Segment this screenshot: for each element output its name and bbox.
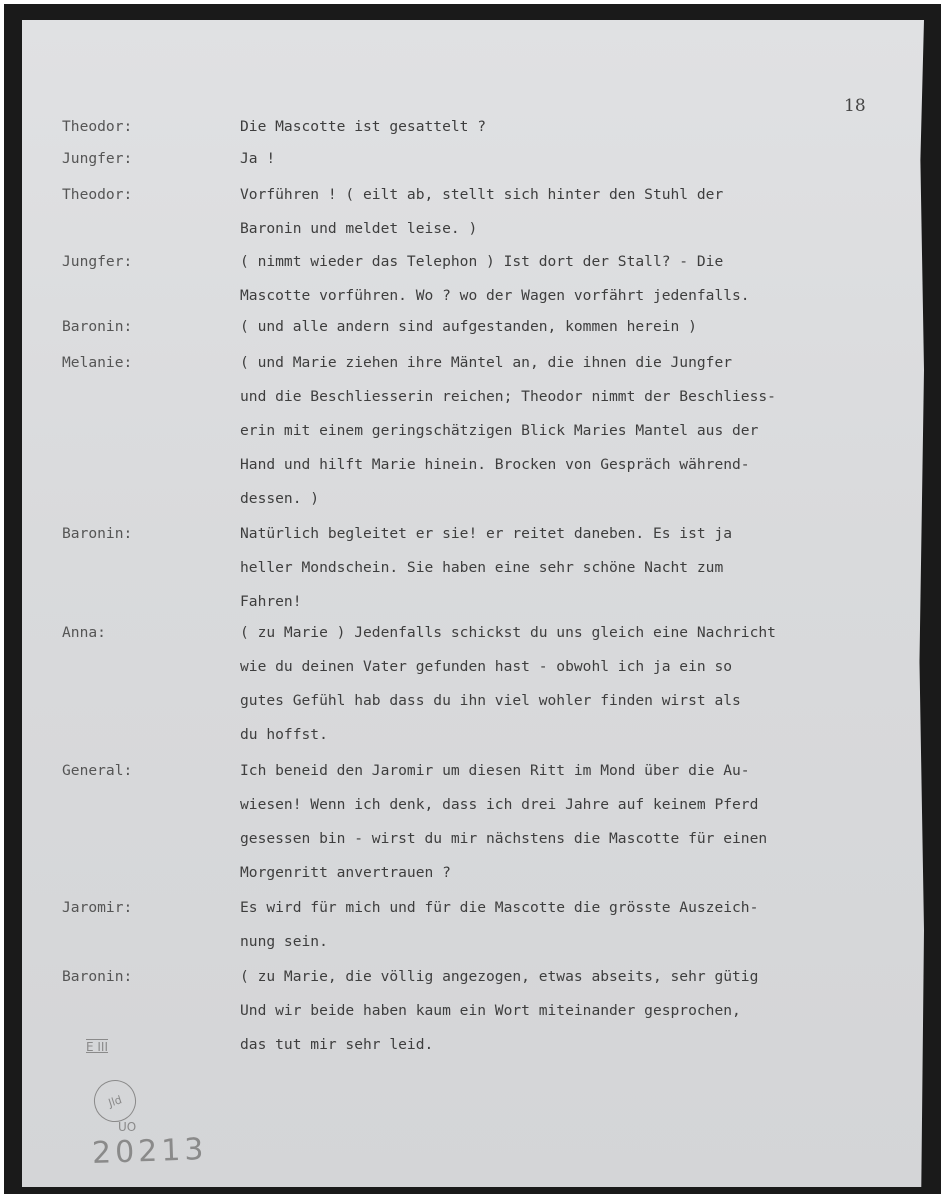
archive-circle-text: Jld (106, 1092, 124, 1110)
dialogue-line: Natürlich begleitet er sie! er reitet daneben. Es ist ja (240, 525, 733, 542)
dialogue-line: Fahren! (240, 593, 302, 610)
dialogue-line: heller Mondschein. Sie haben eine sehr schöne Nacht zum (240, 559, 724, 576)
speaker-label: Melanie: (62, 354, 133, 371)
dialogue-line: dessen. ) (240, 490, 320, 507)
speaker-label: Baronin: (62, 318, 133, 335)
dialogue-line: gutes Gefühl hab dass du ihn viel wohler finden wirst als (240, 692, 741, 709)
dialogue-line: Ich beneid den Jaromir um diesen Ritt im Mond über die Au- (240, 762, 750, 779)
speaker-label: Jaromir: (62, 899, 133, 916)
speaker-label: Jungfer: (62, 253, 133, 270)
dialogue-line: nung sein. (240, 933, 328, 950)
dialogue-line: Ja ! (240, 150, 276, 167)
speaker-label: Jungfer: (62, 150, 133, 167)
speaker-label: General: (62, 762, 133, 779)
dialogue-line: erin mit einem geringschätzigen Blick Maries Mantel aus der (240, 422, 759, 439)
dialogue-line: Morgenritt anvertrauen ? (240, 864, 451, 881)
dialogue-line: und die Beschliesserin reichen; Theodor nimmt der Beschliess- (240, 388, 776, 405)
dialogue-line: ( und Marie ziehen ihre Mäntel an, die ihnen die Jungfer (240, 354, 733, 371)
dialogue-line: wiesen! Wenn ich denk, dass ich drei Jahre auf keinem Pferd (240, 796, 759, 813)
dialogue-line: wie du deinen Vater gefunden hast - obwohl ich ja ein so (240, 658, 733, 675)
dialogue-line: Und wir beide haben kaum ein Wort miteinander gesprochen, (240, 1002, 741, 1019)
dialogue-line: du hoffst. (240, 726, 328, 743)
dialogue-line: Mascotte vorführen. Wo ? wo der Wagen vorfährt jedenfalls. (240, 287, 750, 304)
dialogue-line: ( zu Marie ) Jedenfalls schickst du uns gleich eine Nachricht (240, 624, 776, 641)
archive-roman-mark: E III (86, 1040, 109, 1054)
archive-sub-mark: UO (118, 1120, 137, 1134)
speaker-label: Baronin: (62, 968, 133, 985)
speaker-label: Theodor: (62, 118, 133, 135)
dialogue-line: ( zu Marie, die völlig angezogen, etwas abseits, sehr gütig (240, 968, 759, 985)
dialogue-line: das tut mir sehr leid. (240, 1036, 434, 1053)
dialogue-line: Es wird für mich und für die Mascotte die grösste Auszeich- (240, 899, 759, 916)
dialogue-line: ( und alle andern sind aufgestanden, kommen herein ) (240, 318, 697, 335)
speaker-label: Anna: (62, 624, 106, 641)
dialogue-line: Baronin und meldet leise. ) (240, 220, 478, 237)
page-number: 18 (844, 96, 866, 116)
dialogue-line: ( nimmt wieder das Telephon ) Ist dort der Stall? - Die (240, 253, 724, 270)
dialogue-line: Die Mascotte ist gesattelt ? (240, 118, 487, 135)
archive-inventory-number: 20213 (91, 1131, 209, 1172)
speaker-label: Theodor: (62, 186, 133, 203)
dialogue-line: Vorführen ! ( eilt ab, stellt sich hinter den Stuhl der (240, 186, 724, 203)
dialogue-line: Hand und hilft Marie hinein. Brocken von Gespräch während- (240, 456, 750, 473)
speaker-label: Baronin: (62, 525, 133, 542)
dialogue-line: gesessen bin - wirst du mir nächstens die Mascotte für einen (240, 830, 768, 847)
